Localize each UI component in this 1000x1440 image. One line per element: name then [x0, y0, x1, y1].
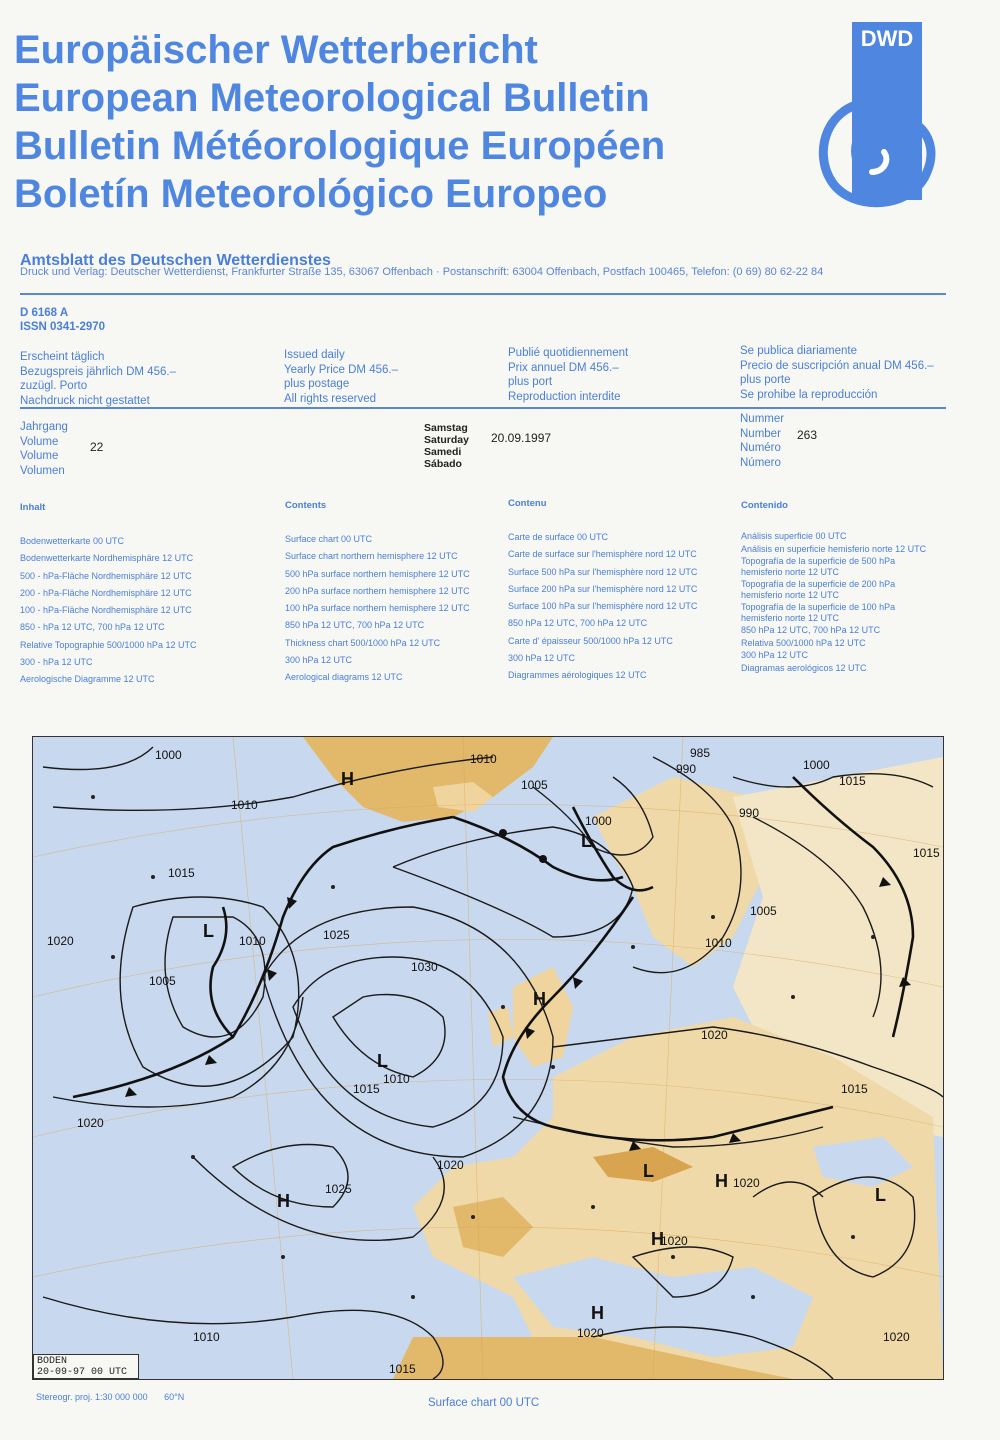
isobar-label: 1015: [841, 1082, 868, 1096]
contents-item: Diagramas aerológicos 12 UTC: [741, 662, 867, 673]
map-stamp-line: 20-09-97 00 UTC: [37, 1367, 128, 1378]
station: [751, 1295, 755, 1299]
contents-item: 850 - hPa 12 UTC, 700 hPa 12 UTC: [20, 622, 165, 633]
subscription-line: plus postage: [284, 378, 350, 390]
contents-heading: Inhalt: [20, 502, 46, 513]
isobar-label: 1010: [231, 798, 258, 812]
subscription-line: Issued daily: [284, 349, 345, 361]
subscription-line: Nachdruck nicht gestattet: [20, 394, 150, 407]
map-caption: Surface chart 00 UTC: [428, 1397, 540, 1409]
isobar-label: 1000: [155, 748, 182, 762]
contents-item: Surface 200 hPa sur l'hemisphère nord 12 UTC: [508, 583, 698, 594]
subscription-de: [20, 350, 176, 408]
day-label: Samedi: [424, 446, 462, 458]
station: [501, 1005, 505, 1009]
contents-item: 500 - hPa-Fläche Nordhemisphäre 12 UTC: [20, 570, 192, 581]
divider: [20, 293, 946, 295]
contents-heading: Contenu: [508, 498, 547, 509]
day-label: Saturday: [424, 434, 469, 446]
station: [631, 945, 635, 949]
contents-es: [741, 500, 931, 673]
subscription-line: Bezugspreis jährlich DM 456.–: [20, 365, 176, 378]
isobar-label: 1000: [585, 814, 612, 828]
isobar-label: 1030: [411, 960, 438, 974]
day-label: Sábado: [424, 458, 462, 470]
number-label: Numéro: [740, 442, 781, 454]
contents-list: [508, 529, 733, 685]
weather-map-drawing: [33, 737, 943, 1379]
isobar-label: 1020: [77, 1116, 104, 1130]
contents-item: Surface 100 hPa sur l'hemisphère nord 12 UTC: [508, 601, 698, 612]
isobar-label: 1020: [437, 1158, 464, 1172]
day-labels: [424, 422, 469, 470]
title-es: Boletín Meteorológico Europeo: [14, 172, 608, 216]
isobar-label: 1020: [701, 1028, 728, 1042]
station: [331, 885, 335, 889]
isobar-label: 990: [676, 762, 697, 776]
isobar-label: 1020: [661, 1234, 688, 1248]
title-block: [14, 26, 665, 218]
low-pressure-center: L: [581, 831, 592, 851]
issn: ISSN 0341-2970: [20, 321, 106, 333]
contents-heading: Contents: [285, 500, 327, 511]
subscription-en: [284, 348, 398, 406]
contents-heading: Contenido: [741, 500, 788, 511]
volume-label: Volume: [20, 435, 59, 448]
low-pressure-center: L: [643, 1161, 654, 1181]
volume-label: Volume: [20, 450, 59, 462]
volume-value: 22: [90, 440, 104, 454]
isobar-label: 985: [690, 746, 711, 760]
dwd-logo-text: DWD: [860, 26, 914, 51]
station: [111, 955, 115, 959]
isobar-label: 1020: [47, 934, 74, 948]
subscription-line: plus porte: [740, 374, 791, 386]
subscription-line: Reproduction interdite: [508, 390, 621, 403]
isobar-label: 1015: [913, 846, 940, 860]
high-pressure-center: H: [715, 1171, 728, 1191]
publisher-address: Druck und Verlag: Deutscher Wetterdienst, Frankfurter Straße 135, 63067 Offenbach · Postanschrift: 63004 Offenbach, Postfach 100465, Telefon: (0 69) 80 62-22 84: [20, 266, 824, 278]
subscription-es: [740, 344, 934, 402]
divider: [20, 407, 946, 409]
dwd-logo: [852, 22, 922, 200]
low-pressure-center: L: [377, 1051, 388, 1071]
isobar-label: 1005: [750, 904, 777, 918]
isobar-label: 1010: [383, 1072, 410, 1086]
number-label: Nummer: [740, 413, 785, 425]
contents-list: [20, 533, 270, 689]
amtsblatt: Amtsblatt des Deutschen Wetterdienstes: [20, 252, 331, 269]
projection-text: Stereogr. proj. 1:30 000 000: [36, 1392, 148, 1402]
station: [551, 1065, 555, 1069]
station: [471, 1215, 475, 1219]
isobar-label: 1020: [577, 1326, 604, 1340]
contents-item: 300 - hPa 12 UTC: [20, 657, 93, 668]
station: [851, 1235, 855, 1239]
contents-en: [285, 500, 500, 687]
high-pressure-center: H: [591, 1303, 604, 1323]
contents-item: Surface 500 hPa sur l'hemisphère nord 12 UTC: [508, 566, 698, 577]
station: [411, 1295, 415, 1299]
contents-item: Bodenwetterkarte Nordhemisphäre 12 UTC: [20, 553, 194, 564]
map-stamp-line: BODEN: [37, 1356, 68, 1367]
contents-item: Surface chart 00 UTC: [285, 534, 373, 544]
station: [281, 1255, 285, 1259]
volume-label: Volumen: [20, 464, 65, 477]
contents-item: 100 - hPa-Fläche Nordhemisphäre 12 UTC: [20, 605, 192, 616]
contents-item: Análisis en superficie hemisferio norte 12 UTC: [741, 543, 927, 554]
title-en: European Meteorological Bulletin: [14, 76, 650, 120]
number-labels: [740, 412, 784, 470]
number-label: Número: [740, 456, 781, 469]
isobar-label: 990: [739, 806, 760, 820]
isobar-label: 1010: [193, 1330, 220, 1344]
contents-item: Análisis superficie 00 UTC: [741, 531, 847, 541]
station: [191, 1155, 195, 1159]
subscription-line: zuzügl. Porto: [20, 380, 88, 392]
station: [671, 1255, 675, 1259]
contents-item: 300 hPa 12 UTC: [508, 653, 576, 664]
station: [711, 915, 715, 919]
low-pressure-center: L: [203, 921, 214, 941]
issue-date: 20.09.1997: [491, 431, 552, 445]
subscription-line: Yearly Price DM 456.–: [284, 363, 398, 376]
contents-item: Relative Topographie 500/1000 hPa 12 UTC: [20, 639, 197, 650]
front-pip: [499, 829, 507, 837]
contents-item: 300 hPa 12 UTC: [285, 655, 353, 666]
contents-item: Topografía de la superficie de 500 hPa hemisferio norte 12 UTC: [741, 556, 896, 577]
contents-item: Diagrammes aérologiques 12 UTC: [508, 670, 647, 681]
title-fr: Bulletin Météorologique Européen: [14, 124, 666, 168]
station: [591, 1205, 595, 1209]
contents-item: Carte de surface 00 UTC: [508, 532, 609, 542]
contents-item: 850 hPa 12 UTC, 700 hPa 12 UTC: [285, 620, 425, 631]
isobar-label: 1015: [389, 1362, 416, 1376]
subscription-line: Erscheint täglich: [20, 351, 105, 363]
subscription-line: plus port: [508, 376, 553, 388]
high-pressure-center: H: [533, 989, 546, 1009]
volume-labels: [20, 420, 68, 478]
contents-item: 300 hPa 12 UTC: [741, 650, 809, 660]
station: [871, 935, 875, 939]
subscription-line: Precio de suscripción anual DM 456.–: [740, 359, 934, 372]
isobar-label: 1005: [521, 778, 548, 792]
subscription-line: Publié quotidiennement: [508, 347, 629, 359]
contents-item: 100 hPa surface northern hemisphere 12 UTC: [285, 603, 470, 614]
isobar-label: 1010: [470, 752, 497, 766]
contents-item: Bodenwetterkarte 00 UTC: [20, 536, 125, 546]
isobar-label: 1015: [168, 866, 195, 880]
surface-weather-map: [32, 736, 944, 1380]
station: [791, 995, 795, 999]
contents-fr: [508, 498, 733, 685]
contents-item: Aerological diagrams 12 UTC: [285, 672, 403, 683]
front-pip: [539, 855, 547, 863]
subscription-line: Se publica diariamente: [740, 345, 857, 357]
projection-note: [36, 1392, 184, 1402]
high-pressure-center: H: [277, 1191, 290, 1211]
contents-list: [741, 531, 931, 673]
contents-de: [20, 502, 270, 689]
isobar-label: 1015: [839, 774, 866, 788]
d-code: D 6168 A: [20, 307, 69, 319]
contents-list: [285, 531, 500, 687]
subscription-line: All rights reserved: [284, 392, 377, 405]
isobar-label: 1010: [705, 936, 732, 950]
volume-label: Jahrgang: [20, 421, 68, 433]
contents-item: 850 hPa 12 UTC, 700 hPa 12 UTC: [741, 625, 881, 635]
high-pressure-center: H: [341, 769, 354, 789]
isobar-label: 1000: [803, 758, 830, 772]
latitude-text: 60°N: [164, 1392, 185, 1402]
subscription-fr: [508, 346, 628, 404]
station: [91, 795, 95, 799]
contents-item: 200 hPa surface northern hemisphere 12 UTC: [285, 585, 470, 596]
dwd-swirl-icon: [802, 82, 942, 222]
contents-item: Topografía de la superficie de 100 hPa hemisferio norte 12 UTC: [741, 602, 896, 623]
map-stamp: [33, 1354, 139, 1379]
contents-item: Carte de surface sur l'hemisphère nord 12 UTC: [508, 549, 697, 560]
contents-item: Aerologische Diagramme 12 UTC: [20, 674, 155, 685]
high-pressure-center: H: [651, 1229, 664, 1249]
isobar-label: 1020: [733, 1176, 760, 1190]
isobar-label: 1025: [323, 928, 350, 942]
low-pressure-center: L: [875, 1185, 886, 1205]
contents-item: Surface chart northern hemisphere 12 UTC: [285, 551, 458, 562]
station: [151, 875, 155, 879]
subscription-line: Prix annuel DM 456.–: [508, 361, 619, 374]
isobar-label: 1005: [149, 974, 176, 988]
contents-item: 850 hPa 12 UTC, 700 hPa 12 UTC: [508, 618, 648, 629]
isobar-label: 1025: [325, 1182, 352, 1196]
contents-item: Thickness chart 500/1000 hPa 12 UTC: [285, 637, 441, 648]
issue-number: 263: [797, 428, 818, 442]
contents-item: 200 - hPa-Fläche Nordhemisphäre 12 UTC: [20, 587, 192, 598]
contents-item: Carte d' épaisseur 500/1000 hPa 12 UTC: [508, 635, 673, 646]
subscription-line: Se prohibe la reproducción: [740, 388, 878, 401]
day-label: Samstag: [424, 422, 468, 434]
isobar-label: 1015: [353, 1082, 380, 1096]
contents-item: 500 hPa surface northern hemisphere 12 UTC: [285, 568, 470, 579]
contents-item: Relativa 500/1000 hPa 12 UTC: [741, 637, 866, 648]
isobar-label: 1020: [883, 1330, 910, 1344]
title-de: Europäischer Wetterbericht: [14, 28, 538, 72]
number-label: Number: [740, 427, 781, 440]
isobar-label: 1010: [239, 934, 266, 948]
contents-item: Topografía de la superficie de 200 hPa hemisferio norte 12 UTC: [741, 579, 896, 600]
